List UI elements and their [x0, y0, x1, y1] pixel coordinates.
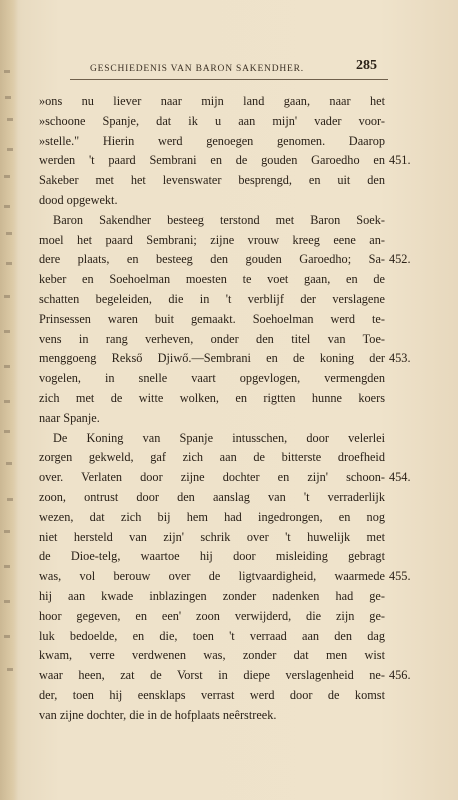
text-line: dood opgewekt. [39, 192, 118, 207]
body-text [39, 92, 385, 726]
text-line: schatten begeleiden, die in 't verblijf der verslagene [39, 291, 385, 306]
text-line: kwam, verre verdwenen was, zonder dat men wist [39, 648, 385, 663]
text-line: moel het paard Sembrani; zijne vrouw kreeg eene an- [39, 232, 385, 247]
text-line: wezen, dat zich bij hem had ingedrongen, en nog [39, 509, 385, 524]
verse-number: 451. [389, 153, 411, 168]
bleed-mark [4, 565, 10, 568]
verse-number: 452. [389, 252, 411, 267]
bleed-mark [4, 400, 10, 403]
bleed-mark [4, 175, 10, 178]
text-line: zoon, ontrust door den aanslag van 't verraderlijk [39, 489, 385, 504]
text-line: zich met de witte wolken, en rigtten hunne koers [39, 390, 385, 405]
header-rule [70, 79, 388, 80]
verse-number: 454. [389, 470, 411, 485]
text-line: De Koning van Spanje intusschen, door velerlei [53, 430, 385, 445]
text-line: van zijne dochter, die in de hofplaats neêrstreek. [39, 707, 277, 722]
verse-number: 455. [389, 569, 411, 584]
bleed-mark [4, 70, 10, 73]
text-line: »ons nu liever naar mijn land gaan, naar het [39, 94, 385, 108]
text-line: niet hersteld van zijn' schrik over 't huwelijk met [39, 529, 385, 544]
text-line: Baron Sakendher besteeg terstond met Baron Soek- [53, 212, 385, 227]
text-line: der, toen hij eensklaps verrast werd door de komst [39, 687, 385, 702]
verse-number: 453. [389, 351, 411, 366]
text-line: de Dioe-telg, waartoe hij door misleiding gebragt [39, 549, 385, 564]
text-line: dere plaats, en besteeg den gouden Garoedho; Sa- [39, 252, 385, 267]
bleed-mark [6, 462, 12, 465]
bleed-mark [7, 148, 13, 151]
text-line: luk bedoelde, en die, toen 't verraad aan den dag [39, 628, 385, 643]
bleed-mark [7, 668, 13, 671]
text-line: »schoone Spanje, dat ik u aan mijn' vader voor- [39, 113, 385, 128]
text-line: hij aan kwade inblazingen zonder nadenken had ge- [39, 588, 385, 603]
bleed-mark [4, 205, 10, 208]
bleed-mark [7, 498, 13, 501]
text-line: over. Verlaten door zijne dochter en zijn' schoon- [39, 470, 385, 485]
text-line: waar heen, zat de Vorst in diepe verslagenheid ne- [39, 668, 385, 683]
bleed-mark [6, 232, 12, 235]
text-line: Sakeber met het levenswater besprengd, en uit den [39, 173, 385, 188]
bleed-mark [4, 430, 10, 433]
text-line: zorgen gekweld, gaf zich aan de bitterste droefheid [39, 450, 385, 465]
text-line: was, vol berouw over de ligtvaardigheid, waarmede [39, 569, 385, 584]
text-line: menggoeng Rekső Djiwő.—Sembrani en de koning der [39, 351, 385, 366]
bleed-mark [6, 262, 12, 265]
text-line: hoor gegeven, en een' zoon verwijderd, die zijn ge- [39, 608, 385, 623]
text-line: werden 't paard Sembrani en de gouden Garoedho en [39, 153, 385, 168]
text-line: naar Spanje. [39, 410, 100, 425]
bleed-mark [4, 295, 10, 298]
text-line: Prinsessen waren buit gemaakt. Soehoelman werd te- [39, 311, 385, 326]
text-line: vogelen, in snelle vaart opgevlogen, vermengden [39, 371, 385, 386]
bleed-mark [4, 365, 10, 368]
bleed-mark [4, 635, 10, 638]
bleed-mark [4, 600, 10, 603]
text-line: keber en Soehoelman moesten te voet gaan, en de [39, 272, 385, 287]
page-number: 285 [356, 58, 377, 73]
text-line: vens in rang verheven, onder den titel van Toe- [39, 331, 385, 346]
text-line: »stelle." Hierin werd genoegen genomen. Daarop [39, 133, 385, 148]
bleed-mark [5, 96, 11, 99]
bleed-mark [4, 530, 10, 533]
bleed-mark [7, 118, 13, 121]
running-header: GESCHIEDENIS VAN BARON SAKENDHER. [90, 64, 304, 74]
verse-number: 456. [389, 668, 411, 683]
bleed-mark [4, 330, 10, 333]
